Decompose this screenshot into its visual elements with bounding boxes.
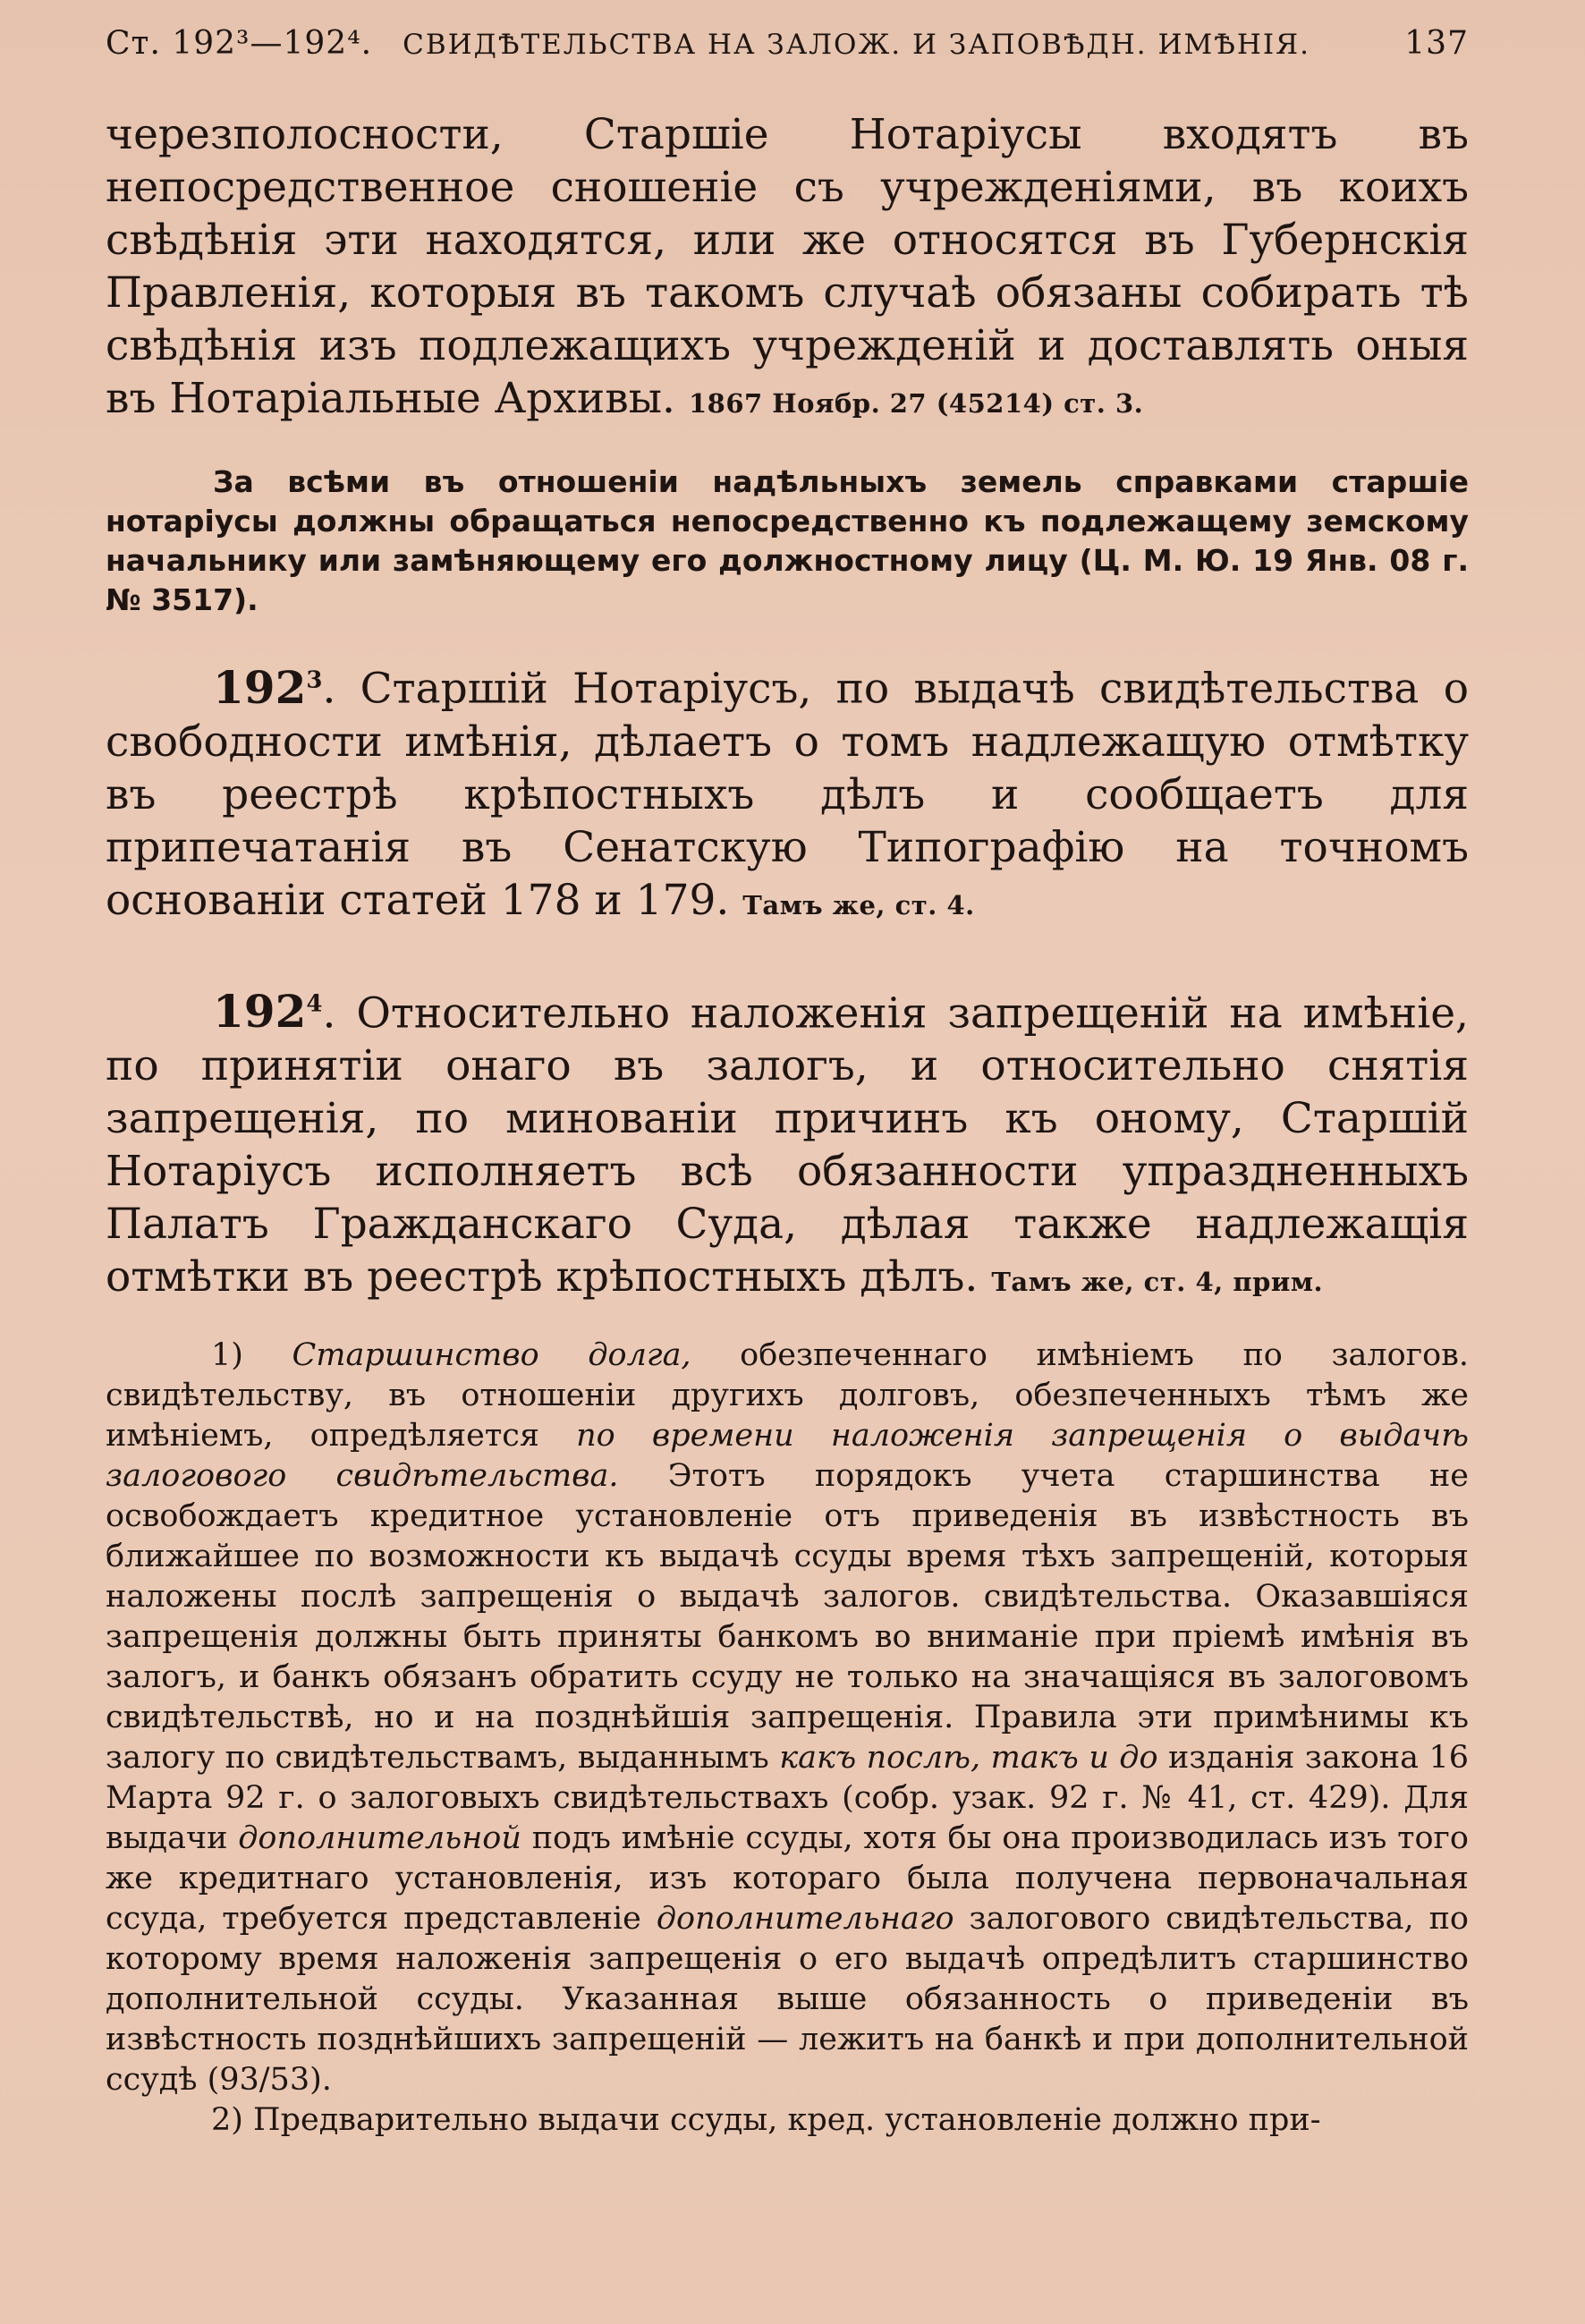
article-192-4	[106, 979, 1469, 1310]
note-paragraph-3: 2) Предварительно выдачи ссуды, кред. установленіе должно при-	[211, 2102, 1321, 2139]
note-paragraph-2: 1) Старшинство долга, обезпеченнаго имѣніемъ по залогов. свидѣтельству, въ отношеніи другихъ долговъ, обезпеченныхъ тѣмъ же имѣніемъ, опредѣляется по времени наложенія запрещенія о выдачѣ залогового свидѣтельства. Этотъ порядокъ учета старшинства не освобождаетъ кредитное установленіе отъ приведенія въ извѣстность въ ближайшее по возможности къ выдачѣ ссуды время тѣхъ запрещеній, которыя наложены послѣ запрещенія о выдачѣ залогов. свидѣтельства. Оказавшіяся запрещенія должны быть приняты банкомъ во вниманіе при пріемѣ имѣнія въ залогъ, и банкъ обязанъ обратить ссуду не только на значащіяся въ залоговомъ свидѣтельствѣ, но и на позднѣйшія запрещенія. Правила эти примѣнимы къ залогу по свидѣтельствамъ, выданнымъ какъ послѣ, такъ и до изданія закона 16 Марта 92 г. о залоговыхъ свидѣтельствахъ (собр. узак. 92 г. № 41, ст. 429). Для выдачи дополнительной подъ имѣніе ссуды, хотя бы она производилась изъ того же кредитнаго установленія, изъ котораго была получена первоначальная ссуда, требуется представленіе дополнительнаго залогового свидѣтельства, по которому время наложенія запрещенія о его выдачѣ опредѣлитъ старшинство дополнительной ссуды. Указанная выше обязанность о приведеніи въ извѣстность позднѣйшихъ запрещеній — лежитъ на банкѣ и при дополнительной ссудѣ (93/53).	[106, 1337, 1469, 2099]
running-head-articles: Ст. 192³—192⁴.	[106, 25, 373, 62]
running-head	[106, 25, 1469, 62]
article-192-4-text: . Относительно наложенія запрещеній на имѣніе, по принятіи онаго въ залогъ, и относительно снятія запрещенія, по минованіи причинъ къ оному, Старшій Нотаріусъ исполняетъ всѣ обязанности упраздненныхъ Палатъ Гражданскаго Суда, дѣлая также надлежащія отмѣтки въ реестрѣ крѣпостныхъ дѣлъ.	[106, 988, 1469, 1302]
article-192-3	[106, 654, 1469, 932]
notes-block	[106, 1336, 1469, 2141]
article-192-3-source: Тамъ же, ст. 4.	[742, 889, 975, 920]
intro-source: 1867 Ноябр. 27 (45214) ст. 3.	[688, 388, 1144, 419]
intro-text: черезполосности, Старшіе Нотаріусы входятъ въ непосредственное сношеніе съ учрежденіями, въ коихъ свѣдѣнія эти находятся, или же относятся въ Губернскія Правленія, которыя въ такомъ случаѣ обязаны собирать тѣ свѣдѣнія изъ подлежащихъ учрежденій и доставлять оныя въ Нотаріальные Архивы.	[106, 110, 1469, 423]
article-192-4-number: $192^4$	[213, 985, 323, 1039]
intro-paragraph	[106, 108, 1469, 430]
page-number: 137	[1404, 25, 1469, 62]
article-192-3-number: $192^3$	[213, 660, 323, 714]
running-head-title: СВИДѢТЕЛЬСТВА НА ЗАЛОЖ. И ЗАПОВѢДН. ИМѢНІЯ.	[403, 29, 1311, 61]
article-192-4-source: Тамъ же, ст. 4, прим.	[991, 1267, 1324, 1298]
note-paragraph-1: За всѣми въ отношеніи надѣльныхъ земель справками старшіе нотаріусы должны обращаться непосредственно къ подлежащему земскому начальнику или замѣняющему его должностному лицу (Ц. М. Ю. 19 Янв. 08 г. № 3517).	[106, 464, 1469, 617]
article-192-3-text: . Старшій Нотаріусъ, по выдачѣ свидѣтельства о свободности имѣнія, дѣлаетъ о томъ надлежащую отмѣтку въ реестрѣ крѣпостныхъ дѣлъ и сообщаетъ для припечатанія въ Сенатскую Типографію на точномъ основаніи статей 178 и 179.	[106, 664, 1469, 925]
